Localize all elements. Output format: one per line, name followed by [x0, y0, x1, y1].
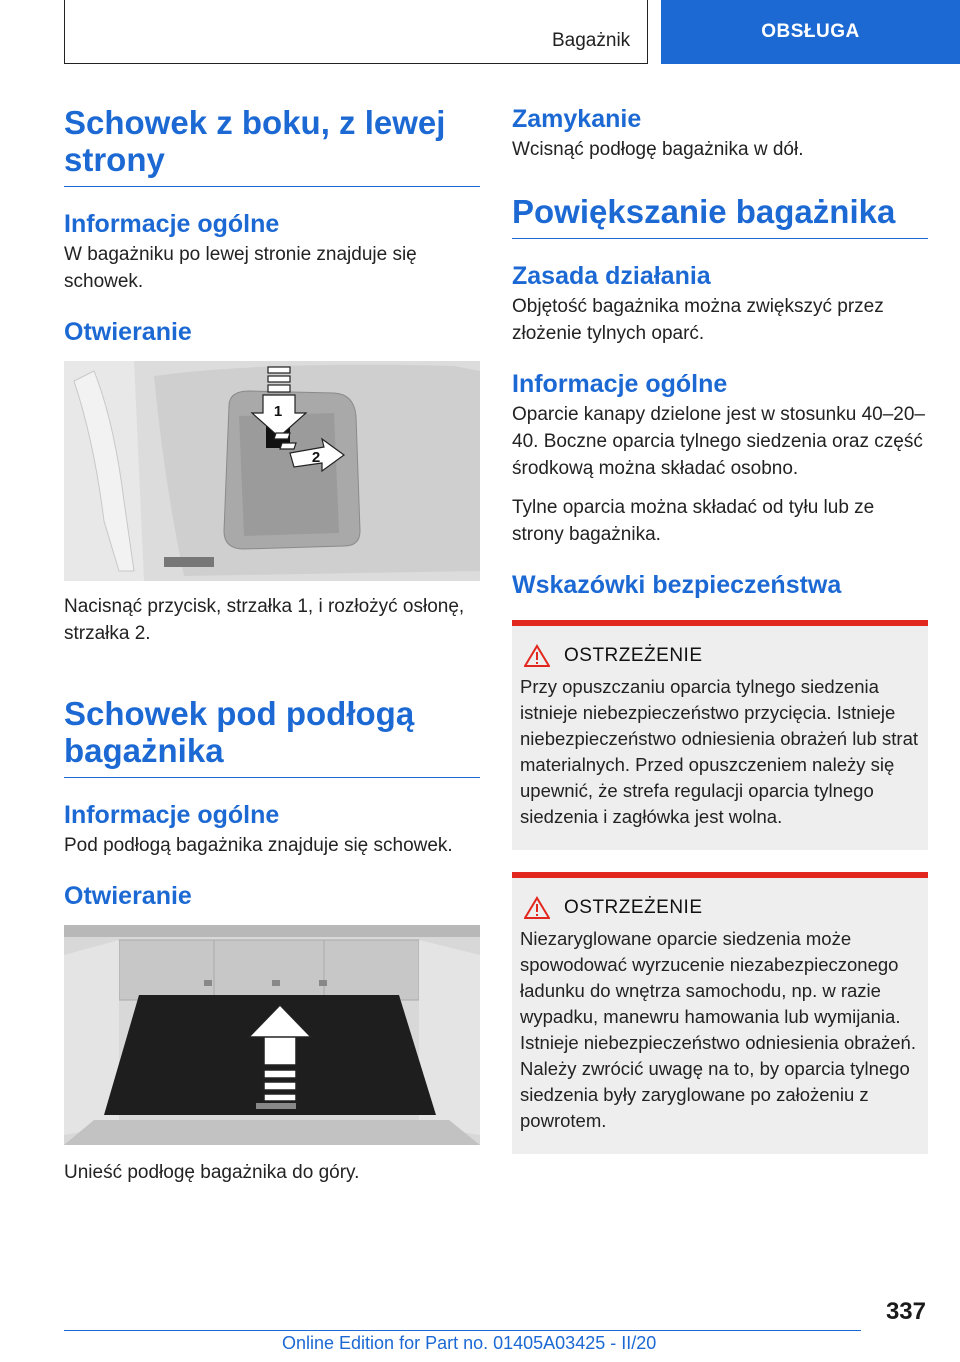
- side-compartment-illustration: [64, 361, 480, 581]
- left-column: [64, 104, 480, 1186]
- section-title: Schowek z boku, z lewej strony: [64, 104, 446, 178]
- chapter-tab[interactable]: [661, 0, 960, 64]
- warning-triangle-icon: [524, 644, 550, 668]
- subsection-heading: Informacje ogólne: [512, 370, 728, 398]
- warning-box: [512, 872, 928, 1154]
- section-label: Bagażnik: [552, 30, 631, 51]
- subsection-heading: Informacje ogólne: [64, 210, 280, 238]
- subsection-heading: Informacje ogólne: [64, 801, 280, 829]
- warning-text: Przy opuszczaniu oparcia tylnego siedzenia istnieje niebezpieczeństwo przycięcia. Istnieje niebezpieczeństwo odniesienia obrażeń lub strat materialnych. Przed opuszczeniem należy się upewnić, że strefa regulacji oparcia tylnego siedzenia i zagłówka jest wolna.: [520, 676, 919, 827]
- warning-triangle-icon: [524, 896, 550, 920]
- warning-box: [512, 620, 928, 850]
- section-title-block: [512, 193, 928, 239]
- page-number: 337: [885, 1298, 926, 1325]
- arrow-label-1: 1: [273, 403, 283, 420]
- trunk-floor-illustration: [64, 925, 480, 1145]
- body-text: Oparcie kanapy dzielone jest w stosunku 40–20–40. Boczne oparcia tylnego siedzenia oraz część środkową można składać osobno.: [512, 404, 925, 479]
- section-title-block: [64, 104, 480, 187]
- chapter-tab-label: OBSŁUGA: [761, 21, 860, 42]
- right-column: [512, 104, 928, 1154]
- warning-title: [524, 896, 920, 920]
- subsection-heading: Wskazówki bezpieczeństwa: [512, 571, 842, 599]
- warning-title-text: OSTRZEŻENIE: [564, 897, 703, 918]
- warning-title: [524, 644, 920, 668]
- footer-divider: [64, 1330, 861, 1331]
- body-text: Tylne oparcia można składać od tyłu lub ze strony bagażnika.: [512, 497, 875, 545]
- body-text: Objętość bagażnika można zwiększyć przez złożenie tylnych oparć.: [512, 296, 884, 344]
- subsection-heading: Otwieranie: [64, 882, 192, 910]
- body-text: Pod podłogą bagażnika znajduje się schowek.: [64, 835, 453, 856]
- arrow-label-2: 2: [311, 449, 321, 466]
- body-text: Wcisnąć podłogę bagażnika w dół.: [512, 139, 804, 160]
- side-compartment-photo: [64, 361, 480, 581]
- section-title-block: [64, 695, 480, 778]
- section-title: Schowek pod podłogą bagażnika: [64, 695, 415, 769]
- warning-title-text: OSTRZEŻENIE: [564, 645, 703, 666]
- floor-compartment-photo: [64, 925, 480, 1145]
- subsection-heading: Otwieranie: [64, 318, 192, 346]
- body-text: W bagażniku po lewej stronie znajduje się schowek.: [64, 244, 417, 292]
- edition-note: Online Edition for Part no. 01405A03425 - II/20: [282, 1333, 657, 1353]
- subsection-heading: Zamykanie: [512, 105, 642, 133]
- image-caption: Nacisnąć przycisk, strzałka 1, i rozłożyć osłonę, strzałka 2.: [64, 596, 465, 644]
- subsection-heading: Zasada działania: [512, 262, 711, 290]
- image-caption: Unieść podłogę bagażnika do góry.: [64, 1162, 360, 1183]
- section-title: Powiększanie bagażnika: [512, 193, 896, 230]
- warning-text: Niezaryglowane oparcie siedzenia może spowodować wyrzucenie niezabezpieczonego ładunku do wnętrza samochodu, np. w razie wypadku, manewru hamowania lub wymijania. Istnieje niebezpieczeństwo odniesienia obrażeń. Należy zwrócić uwagę na to, by oparcia tylnego siedzenia były zaryglowane po założeniu z powrotem.: [520, 928, 916, 1131]
